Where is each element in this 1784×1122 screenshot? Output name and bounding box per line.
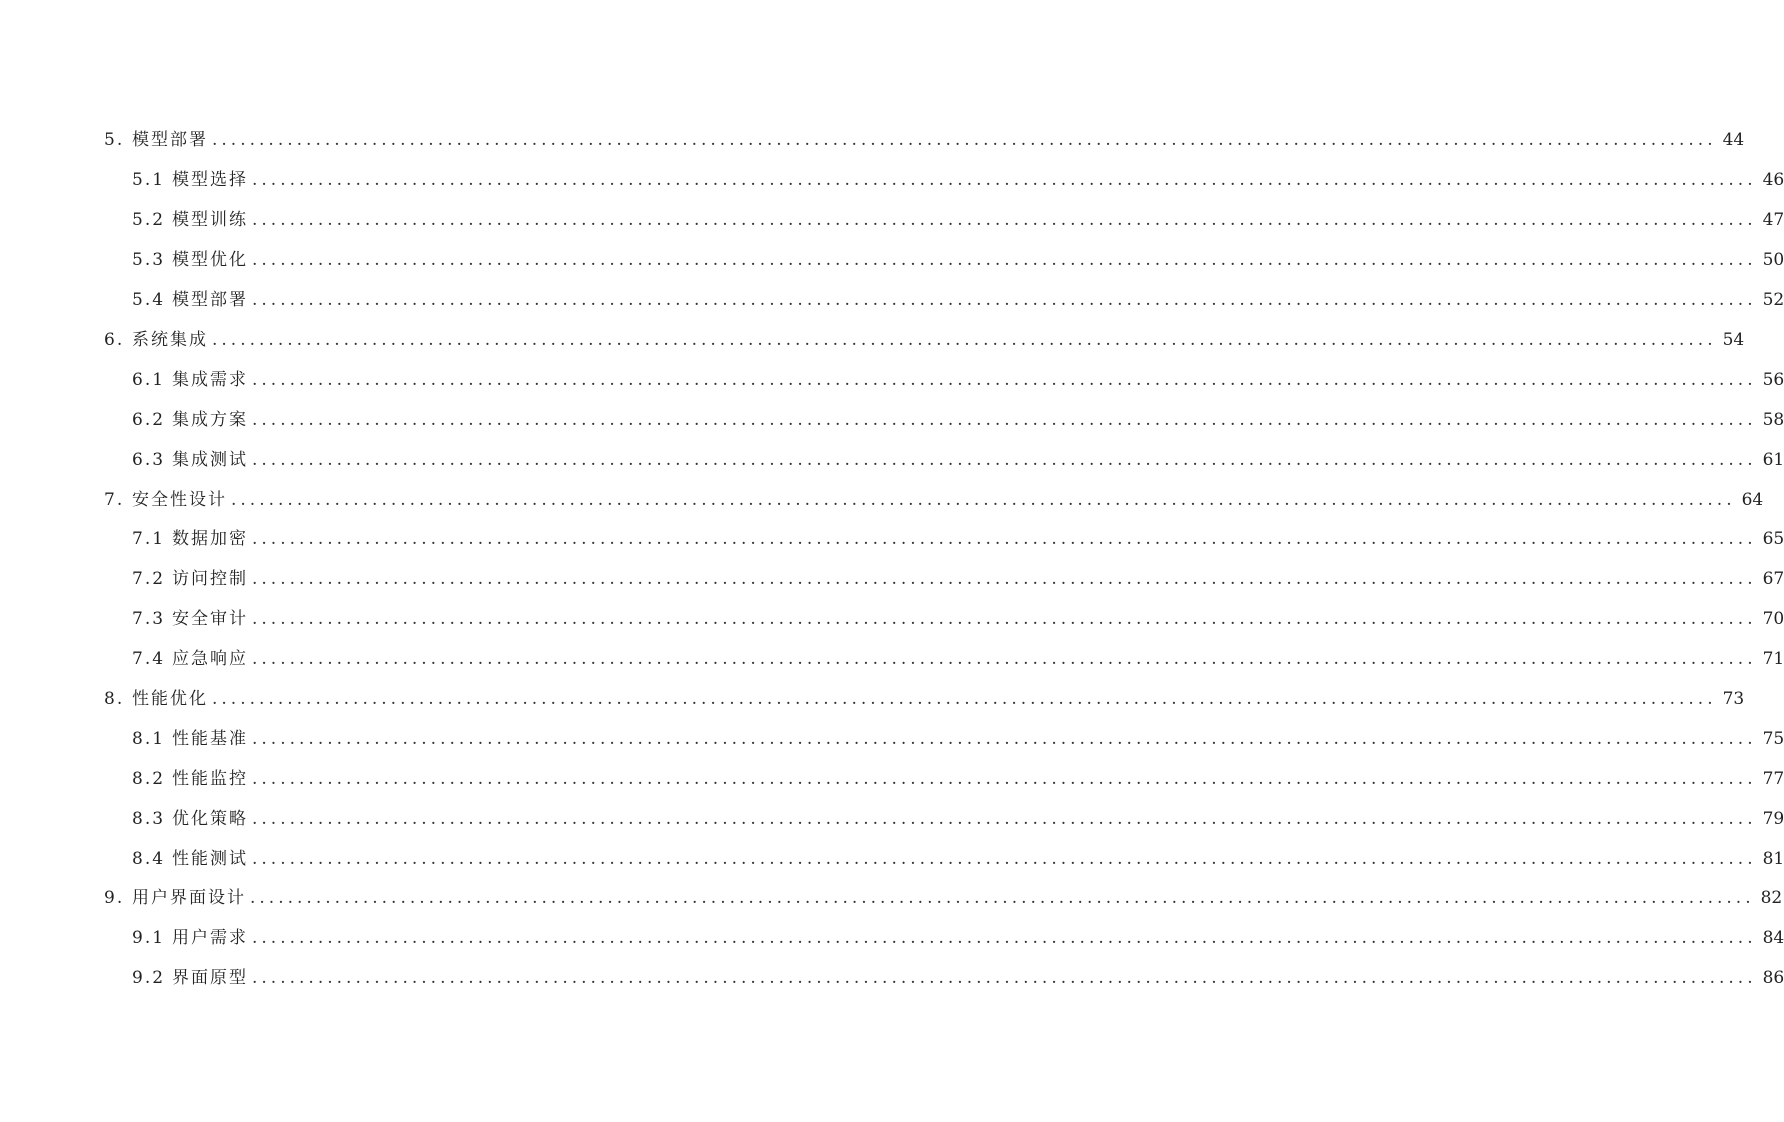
toc-dot-leader: ................................................................................................................................................................ <box>212 130 1717 150</box>
toc-entry-title: 用户界面设计 <box>132 888 246 908</box>
toc-entry-title: 优化策略 <box>172 809 248 829</box>
toc-entry[interactable] <box>132 208 1784 232</box>
toc-entry[interactable] <box>132 168 1784 192</box>
toc-dot-leader: ................................................................................................................................................................ <box>252 370 1757 390</box>
toc-entry-number: 7.2 <box>132 569 166 589</box>
toc-entry-number: 9. <box>104 888 125 908</box>
toc-entry-number: 6.2 <box>132 410 166 430</box>
toc-entry-page: 47 <box>1762 210 1784 230</box>
toc-entry-number: 5.4 <box>132 290 166 310</box>
toc-dot-leader: ................................................................................................................................................................ <box>252 769 1757 789</box>
toc-dot-leader: ................................................................................................................................................................ <box>231 490 1736 510</box>
toc-entry-title: 数据加密 <box>172 529 248 549</box>
toc-entry-page: 79 <box>1762 809 1784 829</box>
toc-entry-page: 46 <box>1762 170 1784 190</box>
toc-dot-leader: ................................................................................................................................................................ <box>252 210 1757 230</box>
toc-dot-leader: ................................................................................................................................................................ <box>212 330 1717 350</box>
toc-entry-title: 模型优化 <box>172 250 248 270</box>
toc-dot-leader: ................................................................................................................................................................ <box>252 410 1757 430</box>
toc-entry-page: 58 <box>1762 410 1784 430</box>
toc-dot-leader: ................................................................................................................................................................ <box>252 290 1757 310</box>
toc-entry-number: 9.1 <box>132 928 166 948</box>
toc-entry-title: 模型部署 <box>172 290 248 310</box>
toc-entry[interactable] <box>132 448 1784 472</box>
toc-entry-number: 5. <box>104 130 125 150</box>
toc-entry[interactable] <box>104 328 1745 352</box>
toc-entry-number: 8. <box>104 689 125 709</box>
toc-entry[interactable] <box>132 607 1784 631</box>
toc-entry[interactable] <box>132 727 1784 751</box>
toc-entry-number: 7.4 <box>132 649 166 669</box>
toc-entry-page: 64 <box>1741 490 1764 510</box>
toc-entry-page: 56 <box>1762 370 1784 390</box>
toc-dot-leader: ................................................................................................................................................................ <box>252 170 1757 190</box>
toc-entry-title: 性能测试 <box>172 849 248 869</box>
toc-dot-leader: ................................................................................................................................................................ <box>250 888 1755 908</box>
toc-entry-title: 模型选择 <box>172 170 248 190</box>
toc-entry-page: 54 <box>1722 330 1745 350</box>
toc-dot-leader: ................................................................................................................................................................ <box>252 529 1757 549</box>
toc-entry-page: 61 <box>1762 450 1784 470</box>
toc-entry-page: 65 <box>1762 529 1784 549</box>
toc-dot-leader: ................................................................................................................................................................ <box>252 609 1757 629</box>
toc-entry[interactable] <box>132 966 1784 990</box>
toc-entry-number: 9.2 <box>132 968 166 988</box>
toc-entry-number: 8.2 <box>132 769 166 789</box>
toc-entry-number: 5.2 <box>132 210 166 230</box>
toc-entry-title: 模型训练 <box>172 210 248 230</box>
toc-entry-page: 81 <box>1762 849 1784 869</box>
toc-entry-page: 50 <box>1762 250 1784 270</box>
toc-entry-title: 集成需求 <box>172 370 248 390</box>
toc-entry-number: 6. <box>104 330 125 350</box>
toc-entry-title: 界面原型 <box>172 968 248 988</box>
toc-entry-number: 8.3 <box>132 809 166 829</box>
toc-entry[interactable] <box>132 767 1784 791</box>
toc-entry[interactable] <box>104 886 1783 910</box>
toc-entry[interactable] <box>132 807 1784 831</box>
toc-entry-title: 访问控制 <box>172 569 248 589</box>
toc-dot-leader: ................................................................................................................................................................ <box>212 689 1717 709</box>
toc-entry-title: 安全性设计 <box>132 490 227 510</box>
toc-entry[interactable] <box>132 647 1784 671</box>
toc-entry-title: 性能监控 <box>172 769 248 789</box>
toc-dot-leader: ................................................................................................................................................................ <box>252 729 1757 749</box>
toc-entry-number: 7.3 <box>132 609 166 629</box>
toc-entry-page: 86 <box>1762 968 1784 988</box>
toc-entry-page: 73 <box>1722 689 1745 709</box>
toc-dot-leader: ................................................................................................................................................................ <box>252 250 1757 270</box>
toc-dot-leader: ................................................................................................................................................................ <box>252 450 1757 470</box>
toc-entry[interactable] <box>132 567 1784 591</box>
toc-entry[interactable] <box>132 248 1784 272</box>
toc-entry-page: 52 <box>1762 290 1784 310</box>
toc-entry[interactable] <box>104 687 1745 711</box>
toc-entry-number: 6.1 <box>132 370 166 390</box>
toc-dot-leader: ................................................................................................................................................................ <box>252 569 1757 589</box>
toc-entry-page: 44 <box>1722 130 1745 150</box>
toc-entry-number: 8.4 <box>132 849 166 869</box>
toc-entry[interactable] <box>104 128 1745 152</box>
toc-entry[interactable] <box>132 368 1784 392</box>
toc-entry-page: 75 <box>1762 729 1784 749</box>
toc-entry-page: 77 <box>1762 769 1784 789</box>
toc-entry-title: 性能基准 <box>172 729 248 749</box>
toc-entry-title: 集成测试 <box>172 450 248 470</box>
toc-entry-title: 安全审计 <box>172 609 248 629</box>
toc-entry-page: 67 <box>1762 569 1784 589</box>
toc-entry-title: 模型部署 <box>132 130 208 150</box>
toc-entry[interactable] <box>104 488 1764 512</box>
toc-dot-leader: ................................................................................................................................................................ <box>252 649 1757 669</box>
toc-entry-title: 性能优化 <box>132 689 208 709</box>
toc-dot-leader: ................................................................................................................................................................ <box>252 968 1757 988</box>
toc-entry-number: 5.1 <box>132 170 166 190</box>
toc-dot-leader: ................................................................................................................................................................ <box>252 928 1757 948</box>
toc-entry[interactable] <box>132 847 1784 871</box>
toc-entry-number: 7.1 <box>132 529 166 549</box>
toc-entry[interactable] <box>132 408 1784 432</box>
toc-entry-number: 5.3 <box>132 250 166 270</box>
toc-entry-title: 用户需求 <box>172 928 248 948</box>
toc-dot-leader: ................................................................................................................................................................ <box>252 809 1757 829</box>
toc-entry-title: 集成方案 <box>172 410 248 430</box>
toc-entry-title: 系统集成 <box>132 330 208 350</box>
toc-entry-page: 82 <box>1760 888 1783 908</box>
toc-entry[interactable] <box>132 288 1784 312</box>
toc-entry[interactable] <box>132 926 1784 950</box>
toc-dot-leader: ................................................................................................................................................................ <box>252 849 1757 869</box>
toc-entry-number: 7. <box>104 490 125 510</box>
toc-entry-number: 6.3 <box>132 450 166 470</box>
toc-entry-page: 84 <box>1762 928 1784 948</box>
toc-entry-number: 8.1 <box>132 729 166 749</box>
toc-entry-page: 71 <box>1762 649 1784 669</box>
toc-entry-page: 70 <box>1762 609 1784 629</box>
toc-entry[interactable] <box>132 527 1784 551</box>
toc-entry-title: 应急响应 <box>172 649 248 669</box>
